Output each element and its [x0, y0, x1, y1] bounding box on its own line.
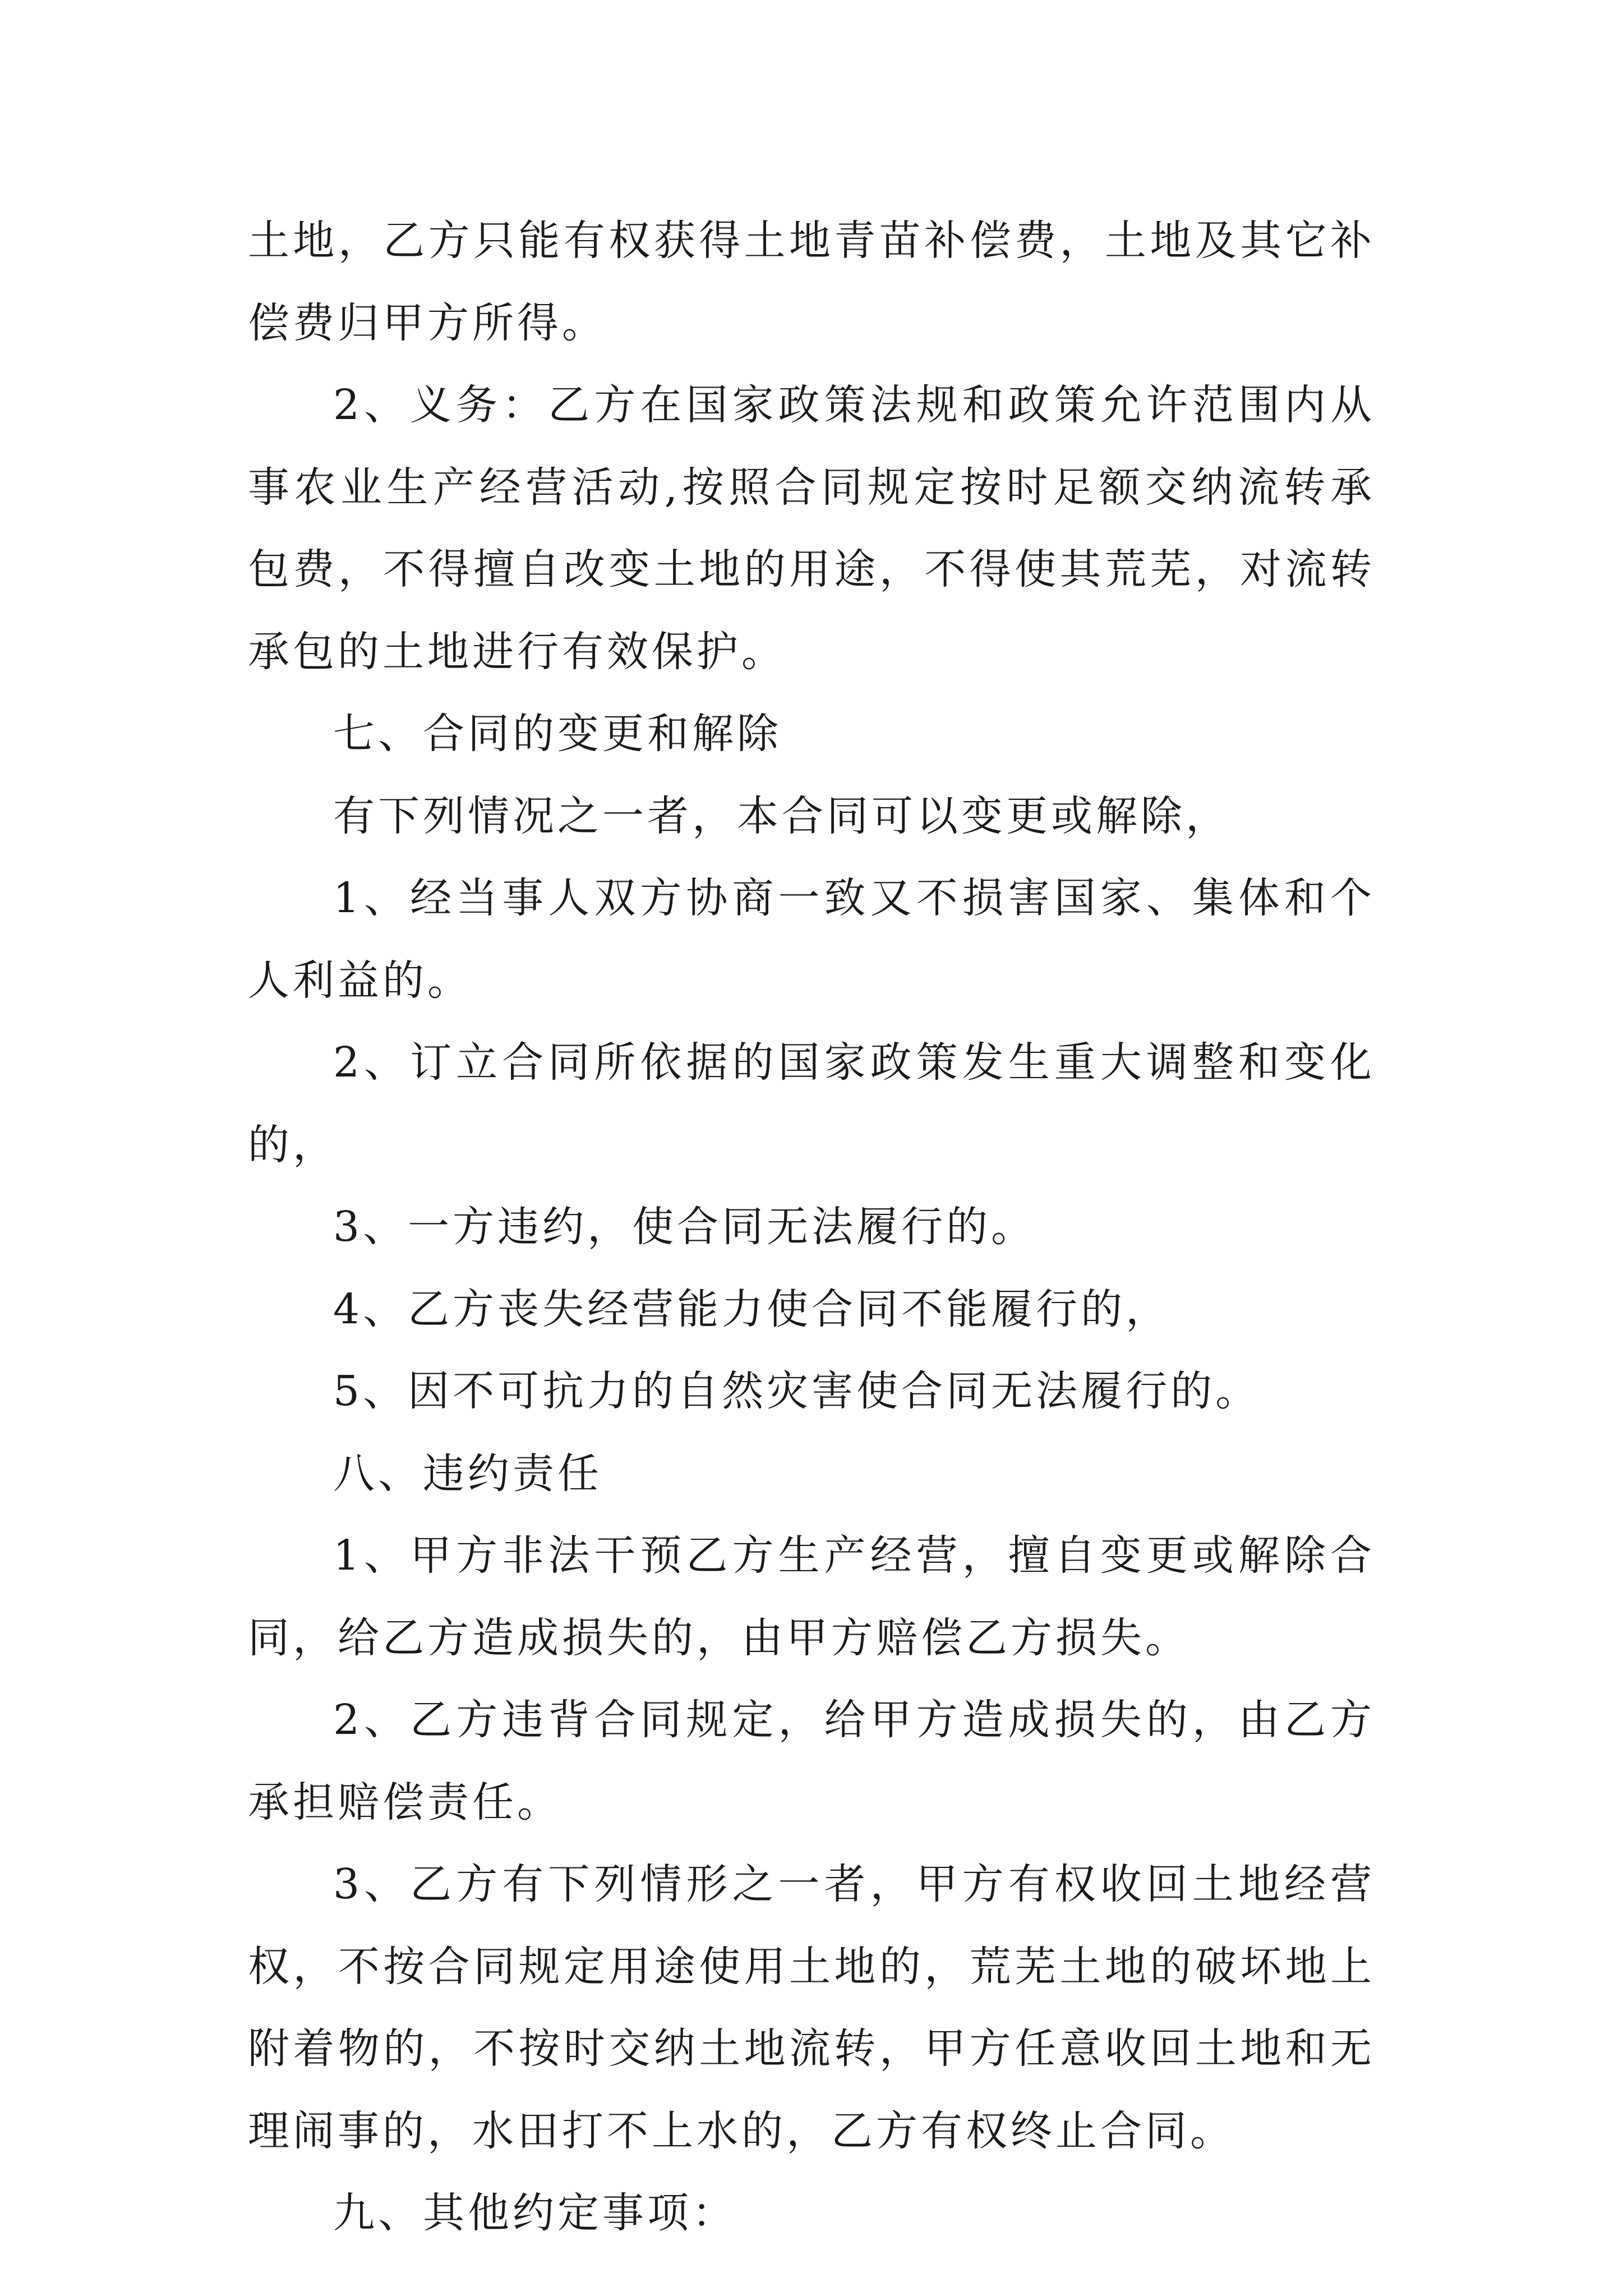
paragraph: 2、义务：乙方在国家政策法规和政策允许范围内从事农业生产经营活动,按照合同规定按时足额交纳流转承包费，不得擅自改变土地的用途，不得使其荒芜，对流转承包的土地进行有效保护。: [248, 381, 1375, 676]
section-heading: 九、其他约定事项：: [333, 2189, 737, 2237]
list-item: 2、订立合同所依据的国家政策发生重大调整和变化的，: [248, 1038, 1375, 1169]
list-item: 3、一方违约，使合同无法履行的。: [333, 1203, 1036, 1251]
list-item: 5、因不可抗力的自然灾害使合同无法履行的。: [333, 1367, 1261, 1415]
paragraph: 土地，乙方只能有权获得土地青苗补偿费，土地及其它补偿费归甲方所得。: [248, 217, 1375, 347]
paragraph: 有下列情况之一者，本合同可以变更或解除，: [333, 792, 1230, 840]
section-heading: 七、合同的变更和解除: [333, 710, 782, 758]
list-item: 2、乙方违背合同规定，给甲方造成损失的，由乙方承担赔偿责任。: [248, 1696, 1375, 1826]
list-item: 4、乙方丧失经营能力使合同不能履行的，: [333, 1285, 1171, 1333]
list-item: 1、甲方非法干预乙方生产经营，擅自变更或解除合同，给乙方造成损失的，由甲方赔偿乙方损失。: [248, 1531, 1375, 1662]
list-item: 1、经当事人双方协商一致又不损害国家、集体和个人利益的。: [248, 874, 1375, 1005]
document-body: [248, 200, 1375, 2254]
section-heading: 八、违约责任: [333, 1449, 602, 1498]
list-item: 3、乙方有下列情形之一者，甲方有权收回土地经营权，不按合同规定用途使用土地的，荒芜土地的破坏地上附着物的，不按时交纳土地流转，甲方任意收回土地和无理闹事的，水田打不上水的，乙方有权终止合同。: [248, 1860, 1375, 2155]
